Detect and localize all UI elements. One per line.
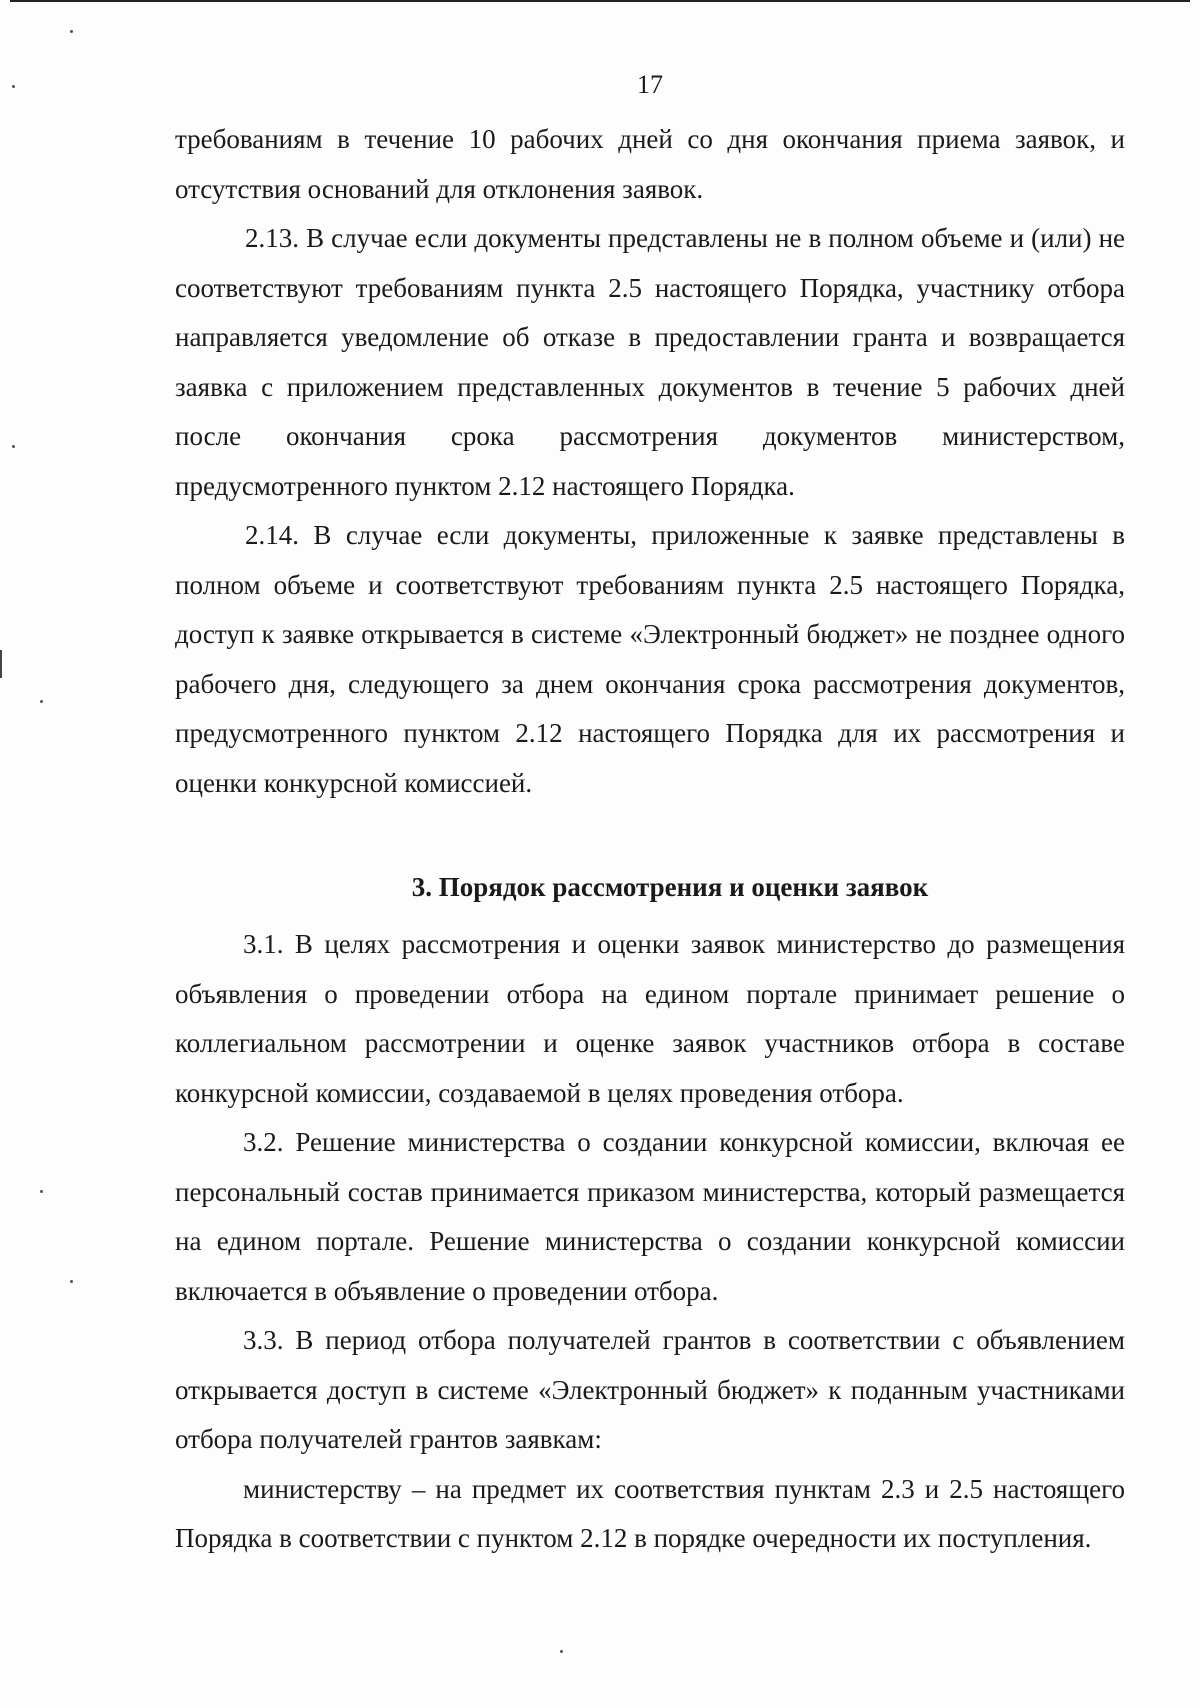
page-number: 17 (637, 70, 663, 99)
paragraph-continuation: требованиям в течение 10 рабочих дней со дня окончания приема заявок, и отсутствия оснований для отклонения заявок. (175, 124, 1125, 204)
section-heading: 3. Порядок рассмотрения и оценки заявок (411, 872, 929, 902)
scan-speck (40, 1190, 43, 1193)
scan-speck (40, 700, 43, 703)
document-body (175, 115, 1125, 1564)
paragraph-2-14: 2.14. В случае если документы, приложенные к заявке представлены в полном объеме и соответствуют требованиям пункта 2.5 настоящего Порядка, доступ к заявке открывается в системе «Электронный бюджет» не позднее одного рабочего дня, следующего за днем окончания срока рассмотрения документов, предусмотренного пунктом 2.12 настоящего Порядка для их рассмотрения и оценки конкурсной комиссией. (175, 520, 1125, 798)
scan-speck (12, 445, 15, 448)
scan-speck (560, 1650, 563, 1653)
scan-speck (70, 1280, 73, 1283)
paragraph-3-2: 3.2. Решение министерства о создании конкурсной комиссии, включая ее персональный состав принимается приказом министерства, который размещается на едином портале. Решение министерства о создании конкурсной комиссии включается в объявление о проведении отбора. (175, 1127, 1125, 1306)
paragraph-3-3: 3.3. В период отбора получателей грантов в соответствии с объявлением открывается доступ в системе «Электронный бюджет» к поданным участниками отбора получателей грантов заявкам: (175, 1325, 1125, 1454)
paragraph-2-13: 2.13. В случае если документы представлены не в полном объеме и (или) не соответствуют требованиям пункта 2.5 настоящего Порядка, участнику отбора направляется уведомление об отказе в предоставлении гранта и возвращается заявка с приложением представленных документов в течение 5 рабочих дней после окончания срока рассмотрения документов министерством, предусмотренного пунктом 2.12 настоящего Порядка. (175, 223, 1125, 501)
top-border-line (10, 0, 1190, 2)
scan-margin-mark (0, 650, 2, 678)
scan-speck (70, 30, 73, 33)
paragraph-ministry-item: министерству – на предмет их соответствия пунктам 2.3 и 2.5 настоящего Порядка в соответствии с пунктом 2.12 в порядке очередности их поступления. (175, 1473, 1125, 1553)
paragraph-3-1: 3.1. В целях рассмотрения и оценки заявок министерство до размещения объявления о проведении отбора на едином портале принимает решение о коллегиальном рассмотрении и оценке заявок участников отбора в составе конкурсной комиссии, создаваемой в целях проведения отбора. (175, 929, 1125, 1108)
scan-speck (12, 85, 15, 88)
